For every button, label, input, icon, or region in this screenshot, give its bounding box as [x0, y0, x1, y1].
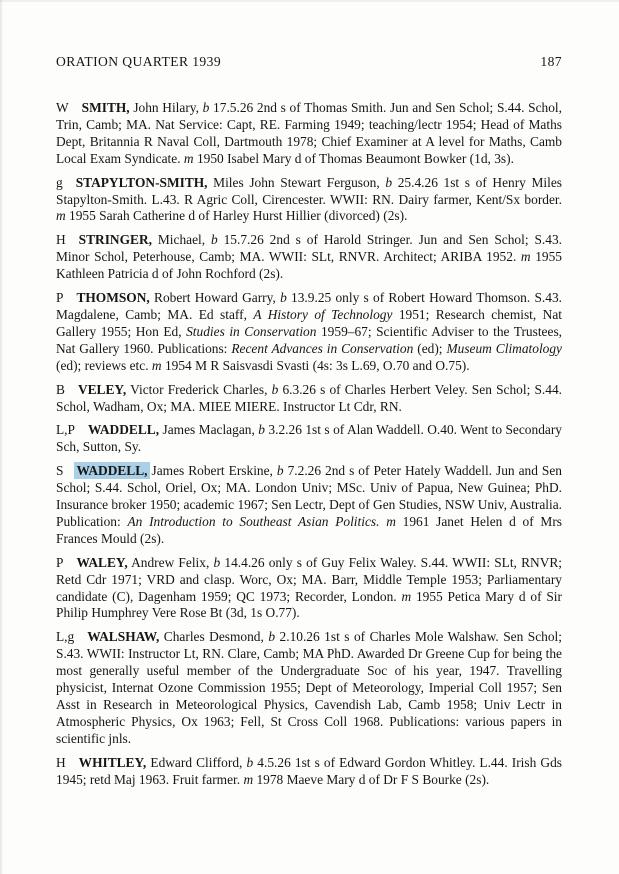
entry-surname: WALSHAW, — [87, 629, 160, 645]
entry-text: b — [280, 290, 287, 306]
search-highlight: WADDELL, — [76, 463, 148, 479]
register-entry — [56, 629, 562, 747]
entry-text: 13.9.25 only s of Robert Howard Thomson. S.43. Magdalene, Camb; MA. Ed staff, — [56, 290, 562, 322]
entry-text: Museum Climatology — [446, 340, 562, 356]
entry-text: m — [151, 357, 162, 373]
entry-text: b — [268, 629, 276, 645]
entry-surname: SMITH, — [81, 100, 130, 115]
entry-text: b — [213, 554, 221, 570]
scan-edge-artifact — [0, 0, 619, 2]
entry-text: 1954 M R Saisvasdi Svasti (4s: 3s L.69, O.70 and O.75). — [161, 357, 470, 373]
entry-surname: THOMSON, — [76, 290, 150, 306]
entry-text: 1950 Isabel Mary d of Thomas Beaumont Bowker (1d, 3s). — [193, 150, 514, 166]
entry-prefix: L,P — [56, 422, 75, 438]
entry-text: 15.7.26 2nd s of Harold Stringer. Jun and Sen Schol; S.43. Minor Schol, Peterhouse, Camb; MA. WWII: SLt, RNVR. Architect; ARIBA 1952. — [56, 232, 562, 265]
entry-text: b — [246, 754, 254, 770]
register-entry — [56, 232, 562, 283]
entry-text: 1978 Maeve Mary d of Dr F S Bourke (2s). — [253, 771, 490, 787]
entry-text: 14.4.26 only s of Guy Felix Waley. S.44. WWII: SLt, RNVR; Retd Cdr 1971; VRD and clasp. Worc, Ox; MA. Barr, Middle Temple 1953; Parliamentary candidate (C), Dagenham 1959; QC 1973; Recorder, London. — [56, 554, 563, 604]
entries — [56, 100, 562, 789]
entry-prefix: P — [56, 290, 64, 306]
entry-text: b — [258, 422, 265, 438]
entry-surname: STRINGER, — [78, 232, 152, 248]
entry-text: 1961 Janet Helen d of Mrs Frances Mould (2s). — [56, 513, 562, 546]
register-entry — [56, 555, 562, 623]
entry-prefix: P — [56, 554, 64, 570]
entry-text: 17.5.26 2nd s of Thomas Smith. Jun and Sen Schol; S.44. Schol, Trin, Camb; MA. Nat Service: Capt, RE. Farming 1949; teaching/lectr 1954; Head of Maths Dept, Britannia R Naval Coll, Dartmouth 1978; Chief Examiner at A level for Maths, Camb Local Exam Syndicate. — [56, 100, 563, 166]
entry-text: (ed); — [413, 340, 447, 356]
entry-text: Andrew Felix, — [127, 554, 214, 570]
entry-text: Recent Advances in Conservation — [231, 340, 414, 356]
entry-text: James Maclagan, — [159, 422, 259, 438]
entry-prefix: H — [56, 232, 66, 248]
entry-text: 1951; Research chemist, Nat Gallery 1955; Hon Ed, — [56, 306, 563, 339]
page-header-title: ORATION QUARTER 1939 — [56, 54, 222, 69]
register-entry — [56, 755, 562, 789]
entry-text: An Introduction to Southeast Asian Politics. — [127, 513, 380, 529]
entry-text: 4.5.26 1st s of Edward Gordon Whitley. L.44. Irish Gds 1945; retd Maj 1963. Fruit farmer. — [56, 754, 562, 787]
entry-surname: WADDELL, — [87, 422, 160, 438]
entry-surname: WALEY, — [76, 554, 128, 570]
entry-text: 2.10.26 1st s of Charles Mole Walshaw. Sen Schol; S.43. WWII: Instructor Lt, RN. Clare, Camb; MA PhD. Awarded Dr Greene Cup for being the most generally useful member of the Undergraduate Soc of his year, 1947. Travelling physicist, Internat Ozone Commission 1955; Dept of Meteorology, Imperial Coll 1957; Sen Asst in Research in Meteorological Physics, Cavendish Lab, Camb 1958; Univ Lectr in Atmospheric Physics, Ox 1963; Fell, St Cross Coll 1968. Publications: various papers in scientific jnls. — [56, 629, 562, 746]
entry-text: 1955 Kathleen Patricia d of John Rochford (2s). — [56, 249, 562, 282]
entry-text: Michael, — [151, 232, 211, 248]
entry-text: 1955 Petica Mary d of Sir Philip Humphrey Vere Rose Bt (3d, 1s O.77). — [56, 588, 562, 621]
register-entry — [56, 175, 562, 226]
entry-prefix: S — [56, 463, 64, 479]
entry-prefix: B — [56, 381, 65, 397]
page-header — [56, 54, 562, 70]
entry-text: A History of Technology — [253, 306, 393, 322]
entry-text: m — [183, 150, 194, 166]
entry-text: 1959–67; Scientific Adviser to the Trustees, Nat Gallery 1960. Publications: — [56, 323, 563, 356]
entry-surname: WHITLEY, — [78, 754, 147, 770]
entry-prefix: L,g — [56, 629, 75, 645]
entry-text: b — [271, 381, 279, 397]
entry-text: b — [211, 232, 218, 248]
entry-text: b — [202, 100, 210, 115]
entry-prefix: W — [56, 100, 69, 115]
entry-text: (ed); reviews etc. — [56, 357, 152, 373]
entry-text: James Robert Erskine, — [147, 463, 277, 479]
entry-prefix: g — [56, 174, 63, 190]
entry-text: 25.4.26 1st s of Henry Miles Stapylton-Smith. L.43. R Agric Coll, Cirencester. WWII: RN. Dairy farmer, Kent/Sx border. — [56, 174, 563, 207]
entry-text: 1955 Sarah Catherine d of Harley Hurst Hillier (divorced) (2s). — [65, 208, 408, 224]
entry-text: b — [276, 463, 284, 479]
entry-text: 7.2.26 2nd s of Peter Hately Waddell. Jun and Sen Schol; S.44. Schol, Oriel, Ox; MA. London Univ; MSc. Univ of Papua, New Guinea; PhD. Insurance broker 1950; academic 1967; Sen Lectr, Dept of Gen Studies, NSW Univ, Australia. Publication: — [56, 463, 563, 529]
register-entry — [56, 463, 562, 548]
entry-text: 6.3.26 s of Charles Herbert Veley. Sen Schol; S.44. Schol, Wadham, Ox; MA. MIEE MIERE. Instructor Lt Cdr, RN. — [56, 381, 562, 414]
register-entry — [56, 290, 562, 375]
register-entry — [56, 100, 562, 168]
entry-text: Miles John Stewart Ferguson, — [207, 174, 386, 190]
entry-text: m — [243, 771, 254, 787]
entry-prefix: H — [56, 754, 66, 770]
entry-text: John Hilary, — [129, 100, 203, 115]
entry-surname: VELEY, — [77, 381, 127, 397]
register-entry — [56, 382, 562, 416]
entry-text: m — [56, 208, 66, 224]
entry-text: Edward Clifford, — [146, 754, 247, 770]
entry-text: Robert Howard Garry, — [149, 290, 281, 306]
scan-edge-artifact — [0, 0, 3, 874]
entry-surname: STAPYLTON-SMITH, — [75, 174, 208, 190]
entry-text: m — [401, 588, 412, 604]
page-number: 187 — [540, 54, 562, 69]
register-entry — [56, 422, 562, 456]
entry-text: m — [386, 513, 396, 529]
entry-text: b — [385, 174, 393, 190]
entry-text: Charles Desmond, — [159, 629, 269, 645]
entry-text: 3.2.26 1st s of Alan Waddell. O.40. Went to Secondary Sch, Sutton, Sy. — [56, 422, 562, 455]
entry-text: Victor Frederick Charles, — [126, 381, 272, 397]
entry-text: Studies in Conservation — [186, 323, 317, 339]
entry-text: m — [520, 249, 531, 265]
